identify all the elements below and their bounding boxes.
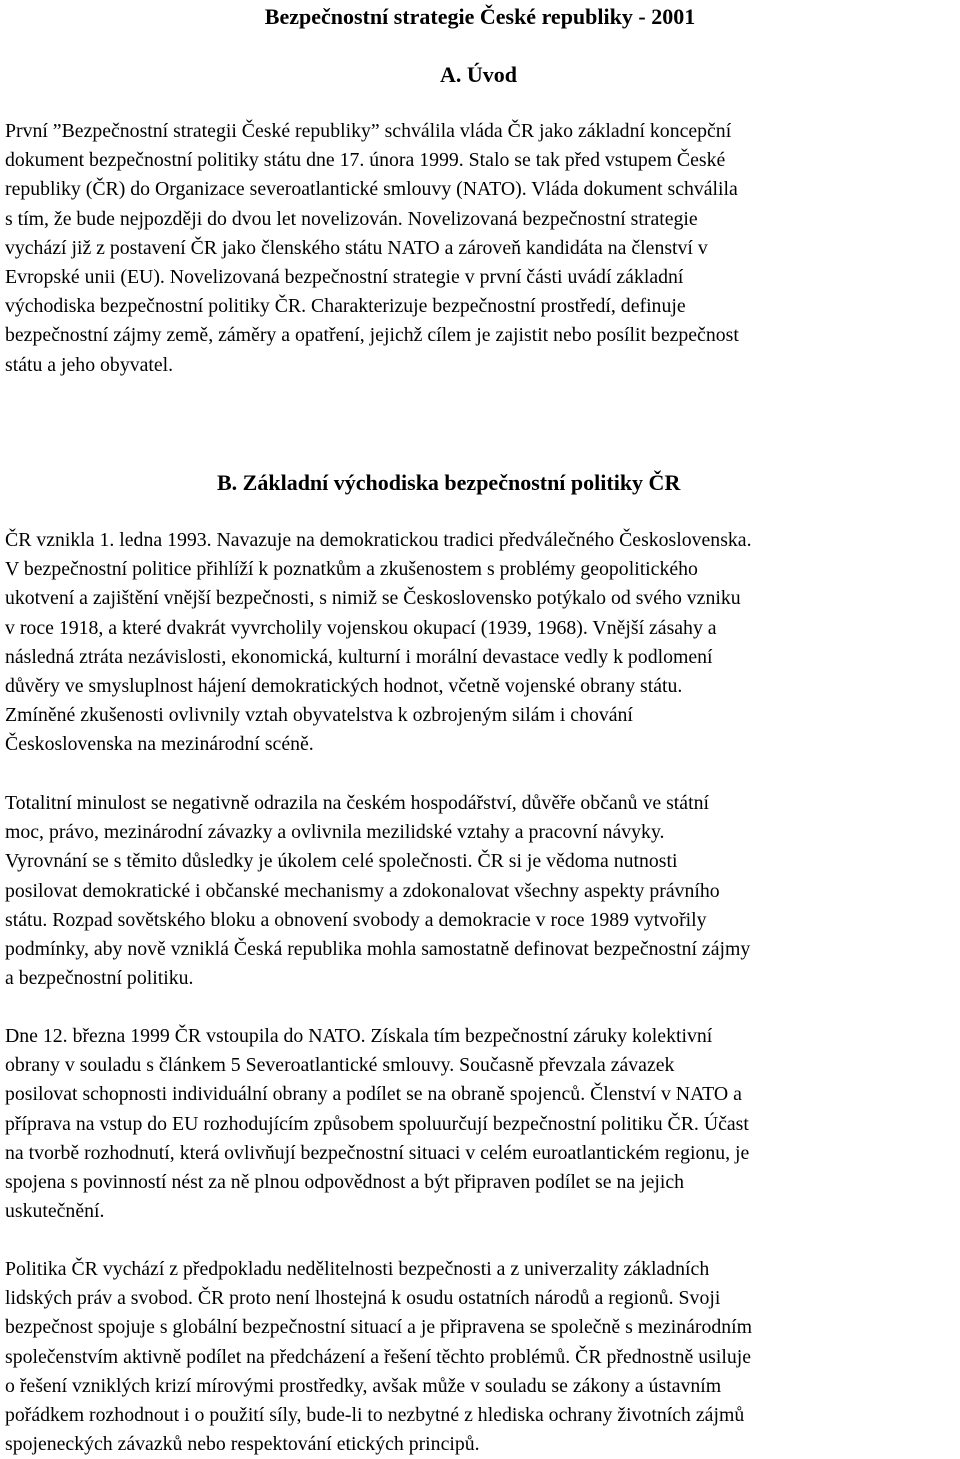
text-line: uskutečnění. — [5, 1200, 105, 1223]
text-line: důvěry ve smysluplnost hájení demokratických hodnot, včetně vojenské obrany státu. — [5, 675, 683, 698]
text-line: s tím, že bude nejpozději do dvou let novelizován. Novelizovaná bezpečnostní strategie — [5, 207, 698, 230]
text-line: spojeneckých závazků nebo respektování etických principů. — [5, 1433, 480, 1456]
body-paragraph-history — [5, 526, 960, 760]
text-line: Dne 12. března 1999 ČR vstoupila do NATO. Získala tím bezpečnostní záruky kolektivní — [5, 1025, 713, 1047]
text-line: pořádkem rozhodnout i o použití síly, bude-li to nezbytné z hlediska ochrany životních zájmů — [5, 1404, 745, 1427]
text-line: bezpečnost spojuje s globální bezpečnostní situací a je připravena se společně s mezinárodním — [5, 1316, 753, 1339]
text-line: příprava na vstup do EU rozhodujícím způsobem spoluurčují bezpečnostní politiku ČR. Účast — [5, 1112, 749, 1135]
text-line: bezpečnostní zájmy země, záměry a opatření, jejichž cílem je zajistit nebo posílit bezpečnost — [5, 324, 739, 347]
text-line: Československa na mezinárodní scéně. — [5, 733, 314, 756]
text-line: lidských práv a svobod. ČR proto není lhostejná k osudu ostatních národů a regionů. Svoji — [5, 1287, 721, 1310]
text-line: Politika ČR vychází z předpokladu nedělitelnosti bezpečnosti a z univerzality základních — [5, 1258, 710, 1280]
document-title: Bezpečnostní strategie České republiky - 2001 — [264, 4, 696, 29]
text-line: Evropské unii (EU). Novelizovaná bezpečnostní strategie v první části uvádí základní — [5, 266, 684, 289]
text-line: Zmíněné zkušenosti ovlivnily vztah obyvatelstva k ozbrojeným silám i chování — [5, 704, 633, 727]
text-line: na tvorbě rozhodnutí, která ovlivňují bezpečnostní situaci v celém euroatlantickém regionu, je — [5, 1141, 750, 1164]
body-paragraph-nato — [5, 1022, 960, 1226]
text-line: o řešení vzniklých krizí mírovými prostředky, avšak může v souladu se zákony a ústavním — [5, 1374, 722, 1397]
text-line: moc, právo, mezinárodní závazky a ovlivnila mezilidské vztahy a pracovní návyky. — [5, 821, 665, 844]
text-line: státu. Rozpad sovětského bloku a obnovení svobody a demokracie v roce 1989 vytvořily — [5, 908, 707, 931]
text-line: společenstvím aktivně podílet na předcházení a řešení těchto problémů. ČR přednostně usiluje — [5, 1345, 751, 1368]
text-line: spojena s povinností nést za ně plnou odpovědnost a být připraven podílet se na jejich — [5, 1171, 685, 1194]
text-line: dokument bezpečnostní politiky státu dne 17. února 1999. Stalo se tak před vstupem České — [5, 149, 726, 172]
body-paragraph-totalitarian-past — [5, 789, 960, 993]
text-line: v roce 1918, a které dvakrát vyvrcholily vojenskou okupací (1939, 1968). Vnější zásahy a — [5, 616, 717, 639]
intro-paragraph — [5, 117, 960, 380]
text-line: První ”Bezpečnostní strategii České republiky” schválila vláda ČR jako základní koncepční — [5, 120, 732, 142]
text-line: obrany v souladu s článkem 5 Severoatlantické smlouvy. Současně převzala závazek — [5, 1054, 675, 1077]
text-line: Totalitní minulost se negativně odrazila na českém hospodářství, důvěře občanů ve státní — [5, 792, 709, 814]
text-line: následná ztráta nezávislosti, ekonomická, kulturní i morální devastace vedly k podlomení — [5, 645, 713, 668]
text-line: ukotvení a zajištění vnější bezpečnosti, s nimiž se Československo potýkalo od svého vzniku — [5, 587, 741, 610]
text-line: posilovat demokratické i občanské mechanismy a zdokonalovat všechny aspekty právního — [5, 879, 720, 902]
section-heading-intro: A. Úvod — [440, 62, 518, 87]
text-line: vychází již z postavení ČR jako členského státu NATO a zároveň kandidáta na členství v — [5, 236, 708, 259]
text-line: podmínky, aby nově vzniklá Česká republika mohla samostatně definovat bezpečnostní zájmy — [5, 938, 751, 961]
text-line: posilovat schopnosti individuální obrany a podílet se na obraně spojenců. Členství v NATO a — [5, 1083, 742, 1106]
section-heading-foundations: B. Základní východiska bezpečnostní politiky ČR — [217, 470, 681, 495]
text-line: V bezpečnostní politice přihlíží k poznatkům a zkušenostem s problémy geopolitického — [5, 558, 698, 581]
text-line: Vyrovnání se s těmito důsledky je úkolem celé společnosti. ČR si je vědoma nutnosti — [5, 850, 678, 873]
text-line: státu a jeho obyvatel. — [5, 353, 174, 376]
text-line: ČR vznikla 1. ledna 1993. Navazuje na demokratickou tradici předválečného Československa. — [5, 529, 752, 551]
body-paragraph-policy — [5, 1255, 960, 1459]
text-line: východiska bezpečnostní politiky ČR. Charakterizuje bezpečnostní prostředí, definuje — [5, 295, 686, 318]
text-line: a bezpečnostní politiku. — [5, 967, 194, 990]
text-line: republiky (ČR) do Organizace severoatlantické smlouvy (NATO). Vláda dokument schválila — [5, 178, 738, 201]
